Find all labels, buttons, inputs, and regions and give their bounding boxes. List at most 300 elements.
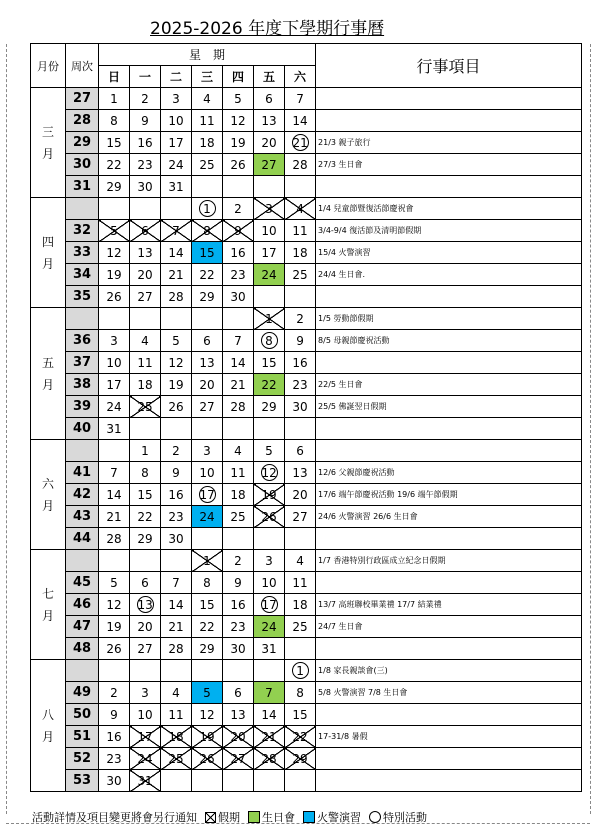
day-cell <box>161 110 192 132</box>
day-cell <box>130 396 161 418</box>
day-cell <box>285 528 316 550</box>
day-number: 28 <box>106 531 122 546</box>
event-text: 8/5 母親節慶祝活動 <box>316 330 582 352</box>
day-number: 6 <box>203 333 211 348</box>
day-cell <box>130 594 161 616</box>
day-number: 12 <box>199 707 215 722</box>
day-number: 27 <box>137 641 153 656</box>
day-cell <box>130 748 161 770</box>
day-cell <box>285 506 316 528</box>
day-number: 16 <box>230 597 246 612</box>
event-text <box>316 748 582 770</box>
day-number: 23 <box>106 751 122 766</box>
day-cell <box>161 396 192 418</box>
day-number: 29 <box>199 289 215 304</box>
day-cell <box>254 308 285 330</box>
day-cell <box>99 704 130 726</box>
day-cell <box>285 704 316 726</box>
day-number: 19 <box>106 619 122 634</box>
day-number: 5 <box>110 575 118 590</box>
day-cell <box>223 704 254 726</box>
weekday-thu: 四 <box>223 66 254 88</box>
week-row <box>31 770 582 792</box>
day-cell <box>223 440 254 462</box>
day-cell <box>223 418 254 440</box>
day-cell <box>192 594 223 616</box>
week-row <box>31 440 582 462</box>
day-number: 13 <box>261 113 277 128</box>
day-cell <box>285 198 316 220</box>
day-number: 3 <box>203 443 211 458</box>
day-number: 9 <box>234 223 242 238</box>
week-number <box>66 198 99 220</box>
day-cell <box>223 286 254 308</box>
day-number: 13 <box>137 245 153 260</box>
day-number: 15 <box>106 135 122 150</box>
day-number: 30 <box>168 531 184 546</box>
day-number: 30 <box>230 289 246 304</box>
day-number: 13 <box>230 707 246 722</box>
day-number: 23 <box>292 377 308 392</box>
day-cell <box>99 220 130 242</box>
day-cell <box>285 440 316 462</box>
day-number: 5 <box>110 223 118 238</box>
day-number: 10 <box>261 575 277 590</box>
day-number: 27 <box>199 399 215 414</box>
day-number: 21 <box>261 729 277 744</box>
day-cell <box>192 638 223 660</box>
week-number: 38 <box>66 374 99 396</box>
page-title: 2025-2026 年度下學期行事曆 <box>150 19 385 39</box>
day-number: 5 <box>265 443 273 458</box>
day-number-circled: 1 <box>292 662 309 679</box>
day-cell <box>192 264 223 286</box>
day-cell <box>161 616 192 638</box>
day-cell <box>285 396 316 418</box>
day-number: 19 <box>261 487 277 502</box>
day-cell <box>99 770 130 792</box>
day-number: 29 <box>199 641 215 656</box>
day-cell <box>192 352 223 374</box>
day-cell <box>254 132 285 154</box>
day-number: 29 <box>292 751 308 766</box>
day-number: 28 <box>292 157 308 172</box>
day-number: 19 <box>230 135 246 150</box>
day-cell <box>285 484 316 506</box>
day-number-circled: 1 <box>199 200 216 217</box>
event-text: 1/7 香港特別行政區成立紀念日假期 <box>316 550 582 572</box>
dashed-border-left <box>6 44 7 814</box>
day-cell <box>192 308 223 330</box>
day-cell <box>254 726 285 748</box>
day-cell <box>192 374 223 396</box>
day-number: 17 <box>261 245 277 260</box>
day-cell <box>161 594 192 616</box>
day-number: 26 <box>261 509 277 524</box>
day-cell <box>223 132 254 154</box>
day-cell <box>161 484 192 506</box>
week-number: 43 <box>66 506 99 528</box>
day-cell <box>161 770 192 792</box>
event-text <box>316 572 582 594</box>
month-label: 八 月 <box>31 660 66 792</box>
week-number: 30 <box>66 154 99 176</box>
day-cell <box>192 550 223 572</box>
day-cell <box>223 352 254 374</box>
day-cell <box>99 352 130 374</box>
day-cell <box>99 286 130 308</box>
day-cell <box>223 374 254 396</box>
week-row <box>31 352 582 374</box>
calendar-table <box>30 43 582 792</box>
day-cell <box>254 682 285 704</box>
week-row <box>31 594 582 616</box>
event-text <box>316 440 582 462</box>
day-cell <box>99 572 130 594</box>
day-number: 14 <box>230 355 246 370</box>
day-number: 12 <box>230 113 246 128</box>
day-number: 2 <box>234 201 242 216</box>
day-cell <box>99 176 130 198</box>
day-cell <box>192 748 223 770</box>
day-number: 26 <box>199 751 215 766</box>
day-number-circled: 21 <box>292 136 308 150</box>
fire-drill-legend-icon <box>303 811 315 823</box>
week-row <box>31 286 582 308</box>
day-cell <box>130 286 161 308</box>
day-number: 14 <box>168 597 184 612</box>
week-number <box>66 308 99 330</box>
day-number: 19 <box>199 729 215 744</box>
day-number: 31 <box>106 421 122 436</box>
day-cell <box>254 660 285 682</box>
week-row <box>31 528 582 550</box>
week-row <box>31 682 582 704</box>
day-number: 30 <box>137 179 153 194</box>
week-row <box>31 396 582 418</box>
day-number: 12 <box>168 355 184 370</box>
day-number: 11 <box>137 355 153 370</box>
week-number: 49 <box>66 682 99 704</box>
day-cell <box>192 770 223 792</box>
day-number: 5 <box>234 91 242 106</box>
day-cell <box>192 88 223 110</box>
week-row <box>31 110 582 132</box>
day-number: 20 <box>137 267 153 282</box>
day-number-circled: 13 <box>137 598 153 612</box>
day-number-circled: 8 <box>261 332 278 349</box>
day-cell <box>161 638 192 660</box>
day-cell <box>130 660 161 682</box>
day-cell <box>254 198 285 220</box>
day-number-circled: 12 <box>261 466 277 480</box>
day-cell <box>223 198 254 220</box>
day-number: 1 <box>203 553 211 568</box>
day-cell <box>161 506 192 528</box>
day-number: 10 <box>106 355 122 370</box>
day-cell <box>285 748 316 770</box>
day-number: 26 <box>230 157 246 172</box>
day-cell <box>99 726 130 748</box>
day-number-circled: 17 <box>261 598 277 612</box>
day-cell <box>99 330 130 352</box>
day-cell <box>285 550 316 572</box>
day-cell <box>130 704 161 726</box>
day-cell <box>130 110 161 132</box>
day-cell <box>192 154 223 176</box>
day-number: 5 <box>172 333 180 348</box>
week-number: 32 <box>66 220 99 242</box>
day-cell <box>254 550 285 572</box>
day-number: 20 <box>261 135 277 150</box>
day-cell <box>161 726 192 748</box>
day-cell <box>254 748 285 770</box>
day-number: 1 <box>265 311 273 326</box>
week-row <box>31 330 582 352</box>
day-number: 7 <box>172 223 180 238</box>
event-text: 1/8 家長親談會(三) <box>316 660 582 682</box>
day-number: 2 <box>110 685 118 700</box>
day-number: 1 <box>110 91 118 106</box>
day-number: 18 <box>137 377 153 392</box>
event-text: 27/3 生日會 <box>316 154 582 176</box>
legend-holiday: 假期 <box>218 811 240 824</box>
week-row <box>31 484 582 506</box>
event-text: 25/5 佛誕翌日假期 <box>316 396 582 418</box>
day-number: 3 <box>172 91 180 106</box>
day-number: 15 <box>199 597 215 612</box>
day-cell <box>254 352 285 374</box>
day-number: 11 <box>292 575 308 590</box>
day-cell <box>99 396 130 418</box>
week-number: 40 <box>66 418 99 440</box>
day-number: 21 <box>168 267 184 282</box>
week-row <box>31 550 582 572</box>
day-cell <box>99 110 130 132</box>
day-cell <box>161 528 192 550</box>
week-row <box>31 132 582 154</box>
week-number: 35 <box>66 286 99 308</box>
day-cell <box>161 418 192 440</box>
day-number: 10 <box>137 707 153 722</box>
day-number: 29 <box>261 399 277 414</box>
day-cell <box>192 110 223 132</box>
day-cell <box>130 198 161 220</box>
event-text: 12/6 父親節慶祝活動 <box>316 462 582 484</box>
day-number: 7 <box>110 465 118 480</box>
day-number: 8 <box>141 465 149 480</box>
day-cell <box>285 572 316 594</box>
week-number: 39 <box>66 396 99 418</box>
day-cell <box>99 242 130 264</box>
day-cell <box>254 220 285 242</box>
day-number: 27 <box>137 289 153 304</box>
event-text <box>316 418 582 440</box>
week-number: 50 <box>66 704 99 726</box>
week-number: 46 <box>66 594 99 616</box>
day-number: 24 <box>137 751 153 766</box>
day-cell <box>161 176 192 198</box>
day-cell <box>223 220 254 242</box>
day-cell <box>223 154 254 176</box>
day-cell <box>99 154 130 176</box>
day-cell <box>285 638 316 660</box>
day-number: 29 <box>106 179 122 194</box>
day-cell <box>254 484 285 506</box>
day-number: 22 <box>199 267 215 282</box>
day-cell <box>192 616 223 638</box>
day-cell <box>223 572 254 594</box>
day-cell <box>161 704 192 726</box>
day-cell <box>254 594 285 616</box>
day-cell <box>161 682 192 704</box>
day-cell <box>130 308 161 330</box>
special-event-legend-icon <box>369 811 381 823</box>
day-cell <box>223 528 254 550</box>
month-label: 七 月 <box>31 550 66 660</box>
day-cell <box>99 462 130 484</box>
week-number: 51 <box>66 726 99 748</box>
day-cell <box>285 616 316 638</box>
day-number: 21 <box>168 619 184 634</box>
day-cell <box>161 198 192 220</box>
day-cell <box>223 550 254 572</box>
day-cell <box>130 572 161 594</box>
week-row <box>31 506 582 528</box>
day-number-circled: 17 <box>199 488 215 502</box>
day-number: 8 <box>296 685 304 700</box>
day-number: 25 <box>292 619 308 634</box>
day-number: 27 <box>261 157 277 172</box>
day-cell <box>192 660 223 682</box>
day-number: 31 <box>137 773 153 788</box>
week-number: 41 <box>66 462 99 484</box>
day-cell <box>161 374 192 396</box>
day-number: 29 <box>137 531 153 546</box>
day-number: 23 <box>168 509 184 524</box>
day-number: 17 <box>168 135 184 150</box>
event-text: 24/7 生日會 <box>316 616 582 638</box>
weekday-sat: 六 <box>285 66 316 88</box>
day-number: 26 <box>106 289 122 304</box>
day-cell <box>130 330 161 352</box>
day-cell <box>130 506 161 528</box>
week-row <box>31 374 582 396</box>
event-text: 24/4 生日會. <box>316 264 582 286</box>
day-number: 24 <box>261 619 277 634</box>
day-cell <box>192 572 223 594</box>
day-cell <box>254 704 285 726</box>
day-number: 24 <box>106 399 122 414</box>
day-cell <box>161 352 192 374</box>
day-cell <box>192 462 223 484</box>
day-cell <box>130 242 161 264</box>
day-number: 4 <box>203 91 211 106</box>
day-number: 16 <box>230 245 246 260</box>
day-cell <box>254 110 285 132</box>
day-cell <box>130 616 161 638</box>
day-cell <box>130 462 161 484</box>
day-cell <box>254 506 285 528</box>
day-cell <box>161 308 192 330</box>
day-number: 1 <box>141 443 149 458</box>
week-row <box>31 660 582 682</box>
day-cell <box>161 748 192 770</box>
day-cell <box>130 638 161 660</box>
day-cell <box>161 572 192 594</box>
day-cell <box>285 132 316 154</box>
day-cell <box>99 550 130 572</box>
day-number: 12 <box>106 245 122 260</box>
day-cell <box>254 286 285 308</box>
day-number: 2 <box>141 91 149 106</box>
day-number: 21 <box>230 377 246 392</box>
day-cell <box>192 286 223 308</box>
day-cell <box>254 528 285 550</box>
event-text: 1/5 勞動節假期 <box>316 308 582 330</box>
month-label: 五 月 <box>31 308 66 440</box>
week-number: 48 <box>66 638 99 660</box>
day-number: 5 <box>203 685 211 700</box>
event-text <box>316 176 582 198</box>
day-number: 28 <box>168 641 184 656</box>
day-cell <box>223 242 254 264</box>
day-cell <box>130 88 161 110</box>
day-number: 10 <box>261 223 277 238</box>
day-number: 23 <box>137 157 153 172</box>
day-cell <box>161 242 192 264</box>
day-number: 14 <box>261 707 277 722</box>
day-number: 25 <box>168 751 184 766</box>
day-cell <box>99 748 130 770</box>
day-cell <box>99 528 130 550</box>
event-text: 17-31/8 暑假 <box>316 726 582 748</box>
day-number: 17 <box>106 377 122 392</box>
month-label: 六 月 <box>31 440 66 550</box>
day-cell <box>223 462 254 484</box>
day-number: 28 <box>168 289 184 304</box>
week-row <box>31 264 582 286</box>
day-cell <box>254 638 285 660</box>
day-number: 15 <box>199 245 215 260</box>
day-number: 7 <box>172 575 180 590</box>
week-row <box>31 748 582 770</box>
day-cell <box>161 132 192 154</box>
day-number: 3 <box>265 201 273 216</box>
day-number: 2 <box>296 311 304 326</box>
day-cell <box>130 682 161 704</box>
day-cell <box>192 132 223 154</box>
day-number: 10 <box>168 113 184 128</box>
day-cell <box>99 660 130 682</box>
day-number: 25 <box>230 509 246 524</box>
legend <box>32 809 427 825</box>
event-text <box>316 88 582 110</box>
day-cell <box>285 726 316 748</box>
day-number: 16 <box>106 729 122 744</box>
day-number: 25 <box>292 267 308 282</box>
week-number: 52 <box>66 748 99 770</box>
day-cell <box>223 638 254 660</box>
day-cell <box>285 374 316 396</box>
day-cell <box>254 396 285 418</box>
week-row <box>31 418 582 440</box>
week-row <box>31 726 582 748</box>
day-number: 27 <box>292 509 308 524</box>
day-cell <box>285 154 316 176</box>
day-number: 4 <box>234 443 242 458</box>
event-text: 15/4 火警演習 <box>316 242 582 264</box>
